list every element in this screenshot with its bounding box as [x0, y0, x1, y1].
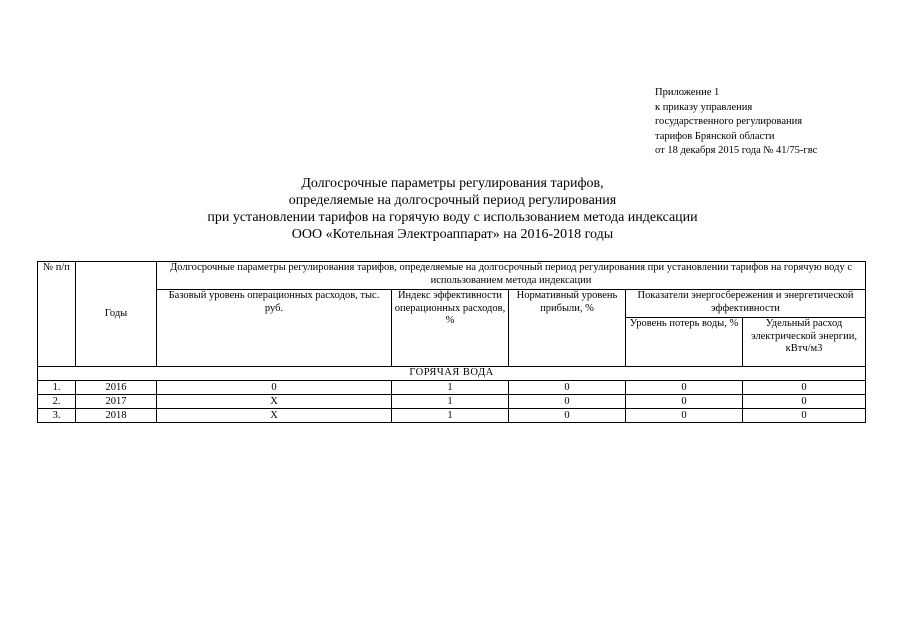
cell-year: 2017 — [76, 395, 157, 409]
header-base: Базовый уровень операционных расходов, тыс. руб. — [157, 290, 392, 367]
cell-profit: 0 — [509, 395, 626, 409]
cell-index: 1 — [392, 395, 509, 409]
cell-num: 3. — [38, 409, 76, 423]
cell-loss: 0 — [626, 381, 743, 395]
cell-year: 2016 — [76, 381, 157, 395]
table-row — [38, 381, 866, 395]
table-row — [38, 409, 866, 423]
cell-base: Х — [157, 395, 392, 409]
header-num: № п/п — [38, 262, 76, 367]
cell-profit: 0 — [509, 409, 626, 423]
header-loss: Уровень потерь воды, % — [626, 318, 743, 367]
cell-specific: 0 — [743, 395, 866, 409]
appendix-line: государственного регулирования — [655, 116, 803, 128]
cell-year: 2018 — [76, 409, 157, 423]
cell-num: 2. — [38, 395, 76, 409]
section-label: ГОРЯЧАЯ ВОДА — [38, 367, 866, 381]
title-line: Долгосрочные параметры регулирования тарифов, — [301, 176, 604, 191]
appendix-line: от 18 декабря 2015 года № 41/75-гвс — [655, 145, 818, 157]
cell-base: 0 — [157, 381, 392, 395]
cell-profit: 0 — [509, 381, 626, 395]
cell-loss: 0 — [626, 395, 743, 409]
title-line: при установлении тарифов на горячую воду с использованием метода индексации — [207, 210, 698, 225]
appendix-line: тарифов Брянской области — [655, 130, 775, 142]
cell-num: 1. — [38, 381, 76, 395]
header-year: Годы — [76, 262, 157, 367]
header-index: Индекс эффективности операционных расходов, % — [392, 290, 509, 367]
header-energy-group: Показатели энергосбережения и энергетической эффективности — [626, 290, 866, 318]
cell-specific: 0 — [743, 409, 866, 423]
appendix-line: Приложение 1 — [655, 87, 720, 98]
header-group: Долгосрочные параметры регулирования тарифов, определяемые на долгосрочный период регулирования при установлении тарифов на горячую воду с использованием метода индексации — [157, 262, 866, 290]
cell-index: 1 — [392, 409, 509, 423]
appendix-block — [655, 86, 817, 159]
table-row — [38, 395, 866, 409]
document-title — [0, 175, 905, 243]
header-profit: Нормативный уровень прибыли, % — [509, 290, 626, 367]
cell-index: 1 — [392, 381, 509, 395]
appendix-line: к приказу управления — [655, 101, 753, 113]
cell-base: Х — [157, 409, 392, 423]
title-line: ООО «Котельная Электроаппарат» на 2016-2018 годы — [291, 227, 614, 242]
parameters-table — [37, 261, 866, 423]
header-specific: Удельный расход электрической энергии, кВтч/м3 — [743, 318, 866, 367]
title-line: определяемые на долгосрочный период регулирования — [288, 193, 617, 208]
cell-specific: 0 — [743, 381, 866, 395]
cell-loss: 0 — [626, 409, 743, 423]
